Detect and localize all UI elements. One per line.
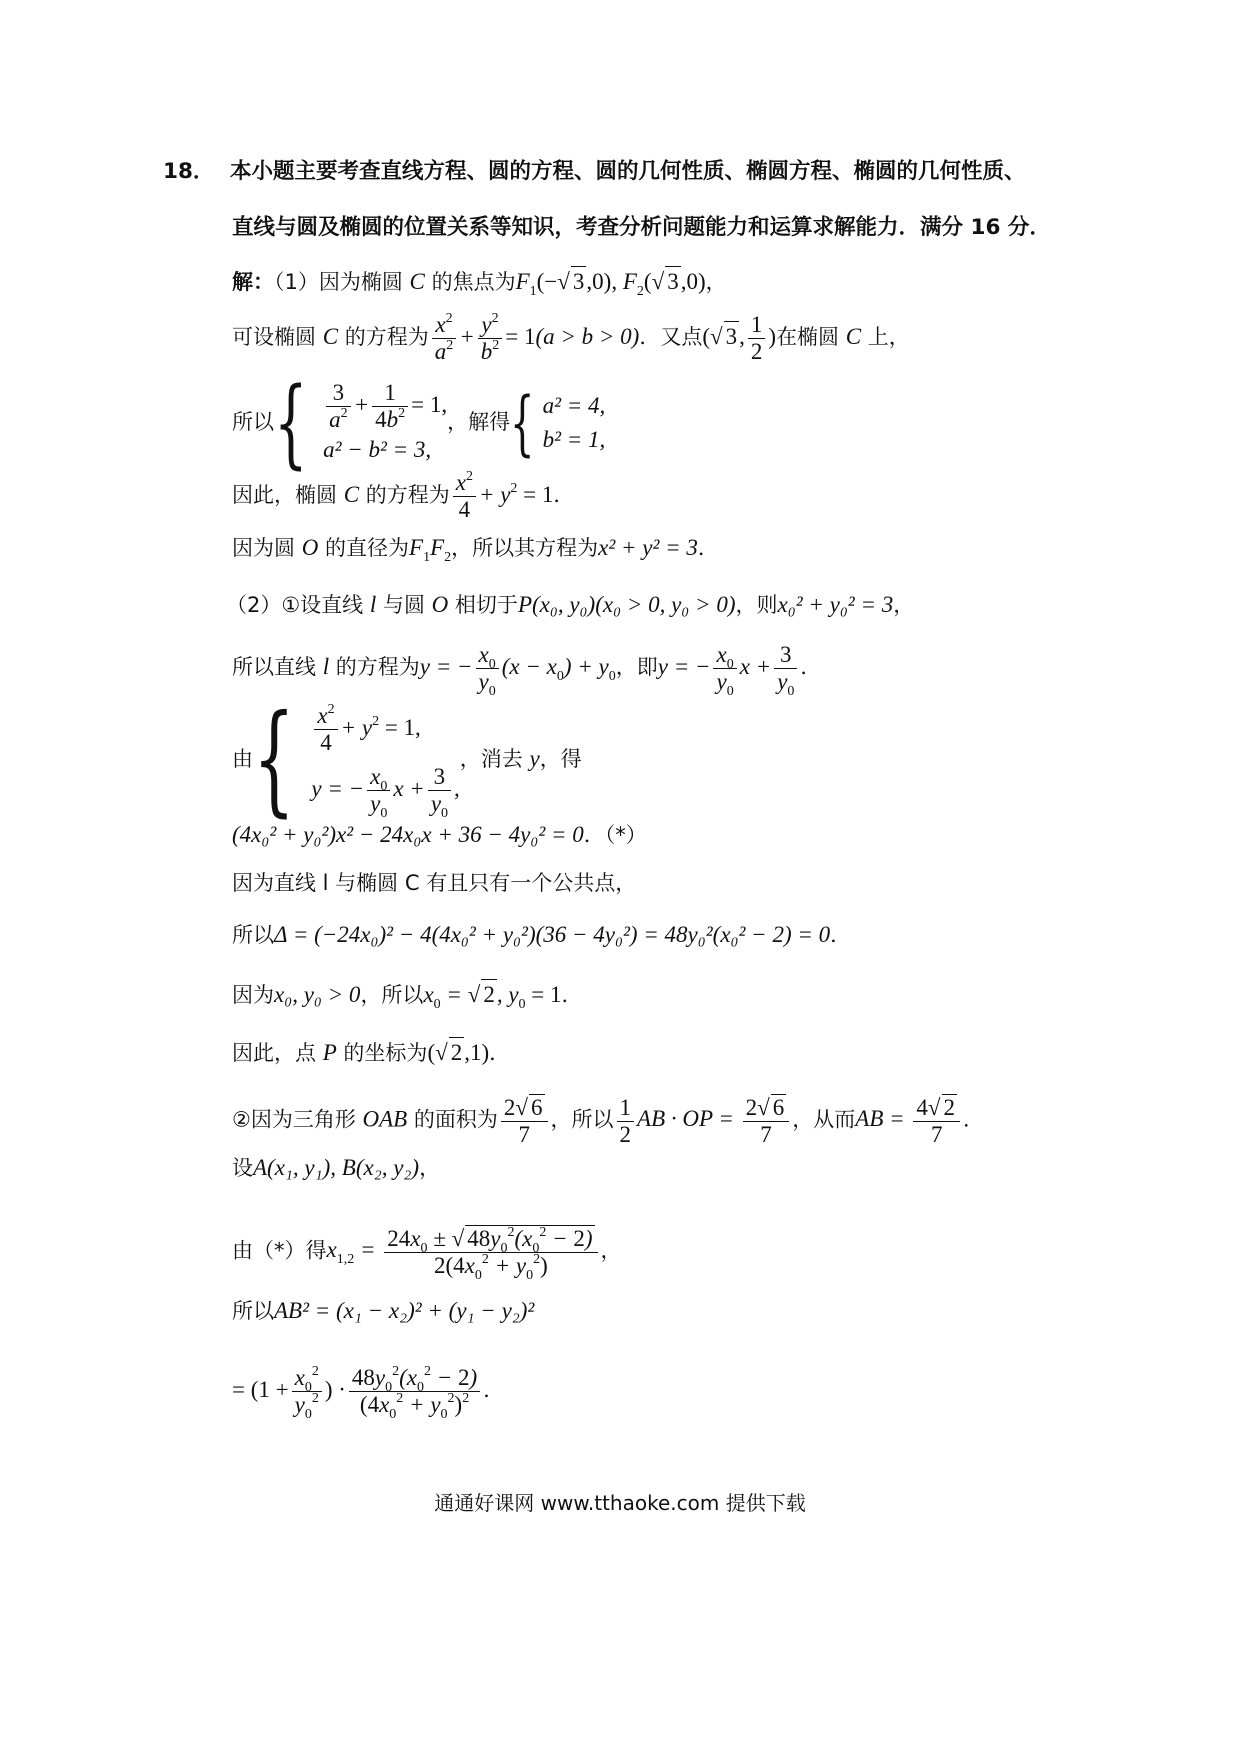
problem-intro-line-2: 直线与圆及椭圆的位置关系等知识，考查分析问题能力和运算求解能力．满分 16 分． [232,215,1051,240]
solution-line-12: 因为x₀, y₀ > 0，所以$x_0$ = √ 2, $y_0 = 1$． [232,979,583,1011]
solution-line-7: 所以直线 l 的方程为y = − $\frac{x_0}{y_0}$ $(x - x_0) + y_0$，即y = − $\frac{x_0}{y_0}$ x + $\frac{3}{y_0}$ ． [232,642,822,699]
solution-line-8: 由{ $\frac{x^2}{4}$ + $y^2 = 1$, y = − $\frac{x_0}{y_0}$ x + $\frac{3}{y_0}$ , ，消去 y，得 [232,690,582,829]
solution-label: 解： [232,270,274,294]
solution-line-18: = (1 + $\frac{x_0^2}{y_0^2}$ ) · $\frac{48y_0^2(x_0^2 - 2)}{(4x_0^2 + y_0^2)^2}$ ． [232,1364,505,1422]
solution-line-4: 因此，椭圆 C 的方程为 $\frac{x^2}{4}$ + $y^2 = 1$． [232,469,575,522]
solution-line-2: 可设椭圆 C 的方程为 $\frac{x^2}{a^2}$ + $\frac{y^2}{b^2}$ = 1(a > b > 0)．又点(√ 3, $\frac{1}{2}$ )在椭圆 C 上， [232,311,910,364]
problem-number: 18． [163,159,215,184]
footer-watermark: 通通好课网 www.tthaoke.com 提供下载 [434,1491,806,1515]
solution-line-15: 设A(x₁, y₁), B(x₂, y₂)， [232,1155,441,1180]
problem-intro-line-1: 本小题主要考查直线方程、圆的方程、圆的几何性质、椭圆方程、椭圆的几何性质、 [230,159,1026,184]
solution-line-6: （2）①设直线 l 与圆 O 相切于P(x₀, y₀)(x₀ > 0, y₀ > 0)，则x₀² + y₀² = 3， [226,592,915,617]
solution-line-1: 解：（1）因为椭圆 C 的焦点为$F_1(-√$ 3,0), $F_2(√$ 3,0)， [232,266,727,298]
solution-line-14: ②因为三角形 OAB 的面积为 $\frac{2√ 6}{7}$ ，所以 $\frac{1}{2}$ AB · OP = $\frac{2√ 6}{7}$ ，从而AB = $\frac{4√ 2}{7}$ ． [232,1094,985,1147]
solution-line-9: (4x₀² + y₀²)x² − 24x₀x + 36 − 4y₀² = 0．（*） [232,822,647,847]
solution-line-11: 所以Δ = (−24x₀)² − 4(4x₀² + y₀²)(36 − 4y₀²) = 48y₀²(x₀² − 2) = 0． [232,922,852,947]
solution-line-16: 由（*）得$x_{1,2}$ = $\frac{24x_0 \pm √ 48y_0^2(x_0^2 - 2)}{2(4x_0^2 + y_0^2)}$ ， [232,1225,622,1283]
solution-line-3: 所以{ $\frac{3}{a^2}$ + $\frac{1}{4b^2}$ = 1, a² − b² = 3, ，解得{ a² = 4, b² = 1, [232,367,606,479]
solution-line-17: 所以AB² = (x₁ − x₂)² + (y₁ − y₂)² [232,1298,535,1323]
solution-line-5: 因为圆 O 的直径为$F_1F_2$，所以其方程为x² + y² = 3． [232,535,719,565]
solution-line-10: 因为直线 l 与椭圆 C 有且只有一个公共点， [232,871,637,895]
solution-line-13: 因此，点 P 的坐标为(√ 2,1)． [232,1037,510,1069]
